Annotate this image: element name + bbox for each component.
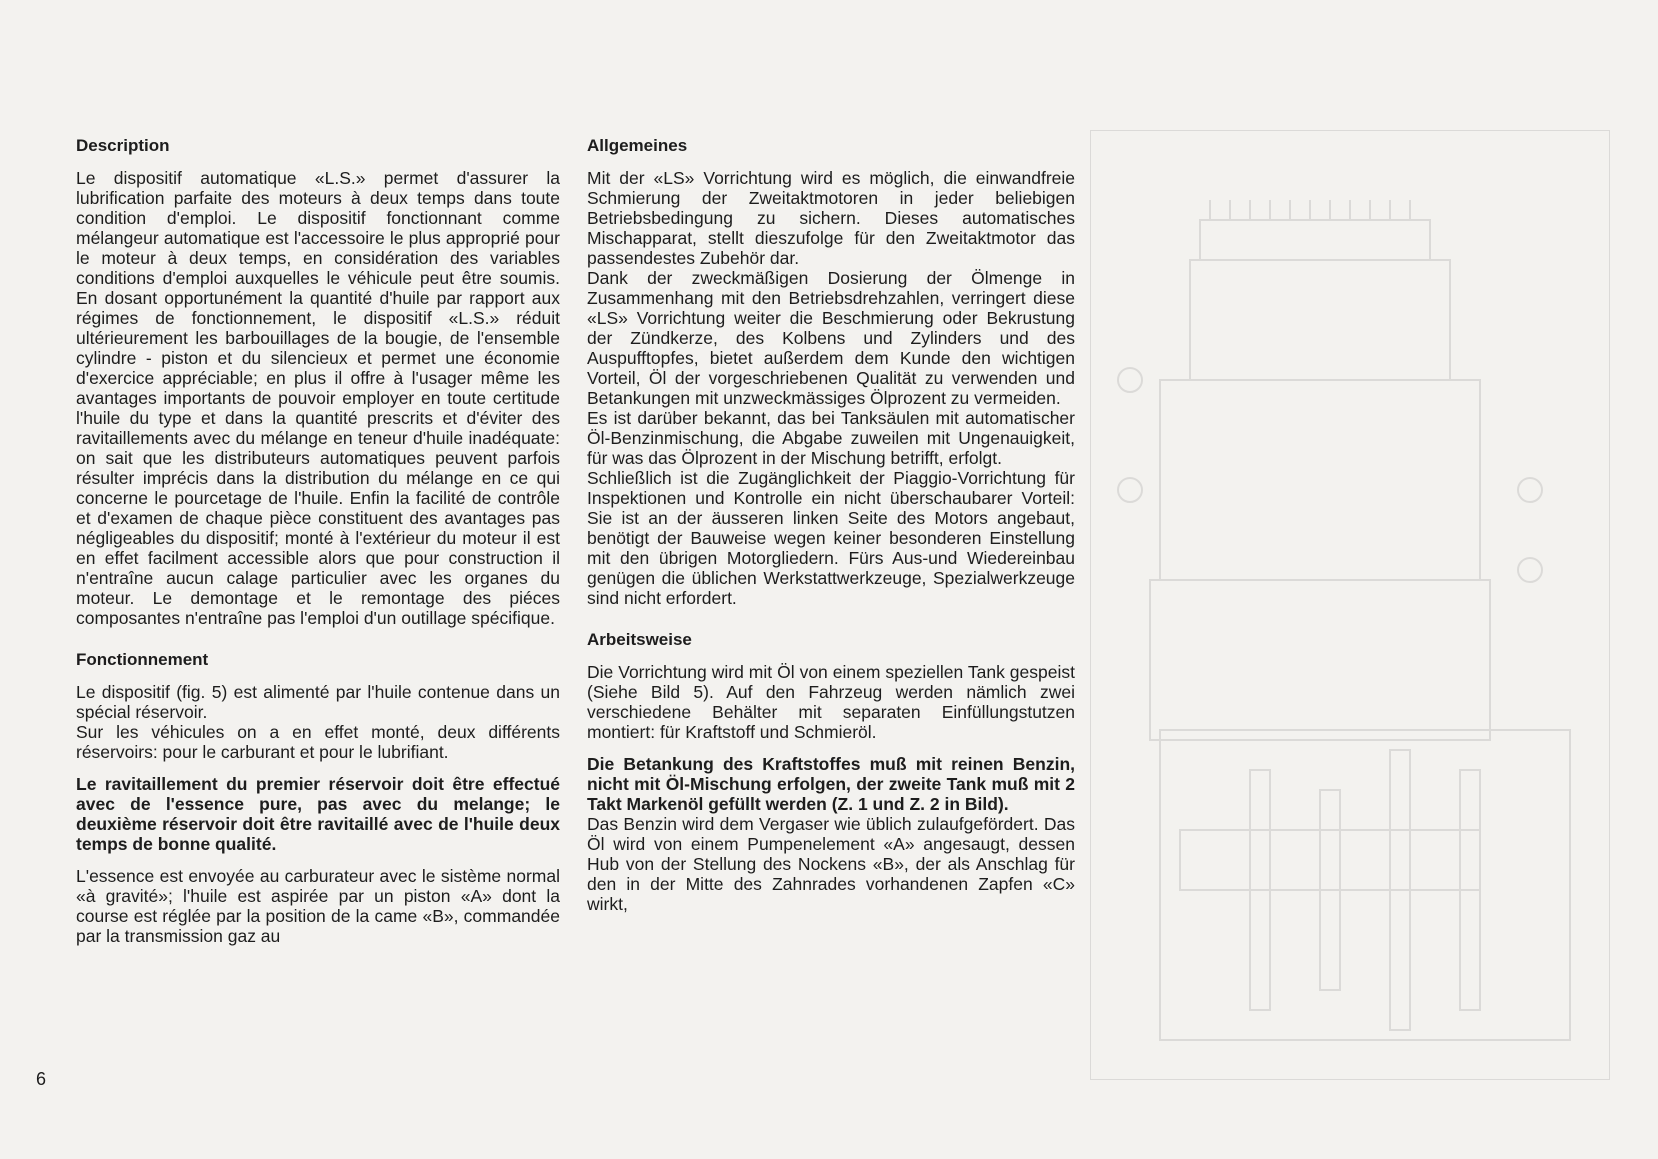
fonctionnement-paragraph-3: L'essence est envoyée au carburateur avec le sistème normal «à gravité»; l'huile est aspirée par un piston «A» dont la course est réglée par la position de la came «B», commandée par la transmission gaz au <box>76 866 560 946</box>
bleed-through-engine-diagram <box>1090 130 1610 1080</box>
page-number: 6 <box>36 1069 47 1089</box>
allgemeines-paragraph-2: Dank der zweckmäßigen Dosierung der Ölmenge in Zusammenhang mit den Betriebsdrehzahlen, verringert diese «LS» Vorrichtung weiter die Beschmierung oder Bekrustung der Zündkerze, des Kolbens und Zylinders und des Auspufftopfes, bietet außerdem dem Kunde den wichtigen Vorteil, Öl der vorgeschriebenen Qualität zu verwenden und Betankungen mit unzweckmässiges Ölprozent zu vermeiden. <box>587 268 1075 408</box>
heading-arbeitsweise: Arbeitsweise <box>587 630 692 649</box>
arbeitsweise-paragraph-1: Die Vorrichtung wird mit Öl von einem speziellen Tank gespeist (Siehe Bild 5). Auf den Fahrzeug werden nämlich zwei verschiedene Behälter mit separaten Einfüllungstutzen montiert: für Kraftstoff und Schmieröl. <box>587 662 1075 742</box>
heading-fonctionnement: Fonctionnement <box>76 650 209 669</box>
fonctionnement-paragraph-1: Le dispositif (fig. 5) est alimenté par l'huile contenue dans un spécial réservoir. <box>76 682 560 722</box>
fonctionnement-bold-notice: Le ravitaillement du premier réservoir doit être effectué avec de l'essence pure, pas avec du melange; le deuxième réservoir doit être ravitaillé avec de l'huile deux temps de bonne qualité. <box>76 774 560 854</box>
arbeitsweise-bold-notice: Die Betankung des Kraftstoffes muß mit reinen Benzin, nicht mit Öl-Mischung erfolgen, der zweite Tank muß mit 2 Takt Markenöl gefüllt werden (Z. 1 und Z. 2 in Bild). <box>587 754 1075 814</box>
allgemeines-paragraph-1: Mit der «LS» Vorrichtung wird es möglich, die einwandfreie Schmierung der Zweitaktmotoren in jeder beliebigen Betriebsbedingung zu sichern. Dieses automatisches Mischapparat, stellt dieszufolge für den Zweitaktmotor das passendestes Zubehör dar. <box>587 168 1075 268</box>
allgemeines-paragraph-4: Schließlich ist die Zugänglichkeit der Piaggio-Vorrichtung für Inspektionen und Kontrolle ein nicht überschaubarer Vorteil: Sie ist an der äusseren linken Seite des Motors angebaut, benötigt der Bauweise wegen keiner besonderen Einstellung mit den übrigen Motorgliedern. Fürs Aus-und Wiedereinbau genügen die üblichen Werkstattwerkzeuge, Spezialwerkzeuge sind nicht erfordert. <box>587 468 1075 608</box>
heading-allgemeines: Allgemeines <box>587 136 688 155</box>
german-column <box>587 136 1075 914</box>
french-column <box>76 136 560 946</box>
description-paragraph: Le dispositif automatique «L.S.» permet d'assurer la lubrification parfaite des moteurs à deux temps dans toute condition d'emploi. Le dispositif fonctionnant comme mélangeur automatique est l'accessoire le plus approprié pour le moteur à deux temps, en considération des variables conditions d'emploi auxquelles le véhicule peut être soumis. En dosant opportunément la quantité d'huile par rapport aux régimes de fonctionnement, le dispositif «L.S.» réduit ultérieurement les barbouillages de la bougie, de l'ensemble cylindre - piston et du silencieux et permet une économie d'exercice appréciable; en plus il offre à l'usager même les avantages importants de pouvoir employer en toute certitude l'huile du type et dans la quantité prescrits et d'éviter des ravitaillements avec du mélange en teneur d'huile inadéquate: on sait que les distributeurs automatiques peuvent parfois résulter imprécis dans la distribution du mélange en ce qui concerne le pourcetage de l'huile. Enfin la facilité de contrôle et d'examen de chaque pièce constituent des avantages pas négligeables du dispositif; monté à l'extérieur du moteur il est en effet facilment accessible alors que pour construction il n'entraîne aucun calage particulier avec les organes du moteur. Le demontage et le remontage des piéces composantes n'entraîne pas l'emploi d'un outillage spécifique. <box>76 168 560 628</box>
fonctionnement-paragraph-2: Sur les véhicules on a en effet monté, deux différents réservoirs: pour le carburant et pour le lubrifiant. <box>76 722 560 762</box>
allgemeines-paragraph-3: Es ist darüber bekannt, das bei Tanksäulen mit automatischer Öl-Benzinmischung, die Abgabe zuweilen mit Ungenauigkeit, für was das Ölprozent in der Mischung betrifft, erfolgt. <box>587 408 1075 468</box>
arbeitsweise-paragraph-2: Das Benzin wird dem Vergaser wie üblich zulaufgefördert. Das Öl wird von einem Pumpenelement «A» angesaugt, dessen Hub von der Stellung des Nockens «B», der als Anschlag für den in der Mitte des Zahnrades vorhandenen Zapfen «C» wirkt, <box>587 814 1075 914</box>
heading-description: Description <box>76 136 170 155</box>
